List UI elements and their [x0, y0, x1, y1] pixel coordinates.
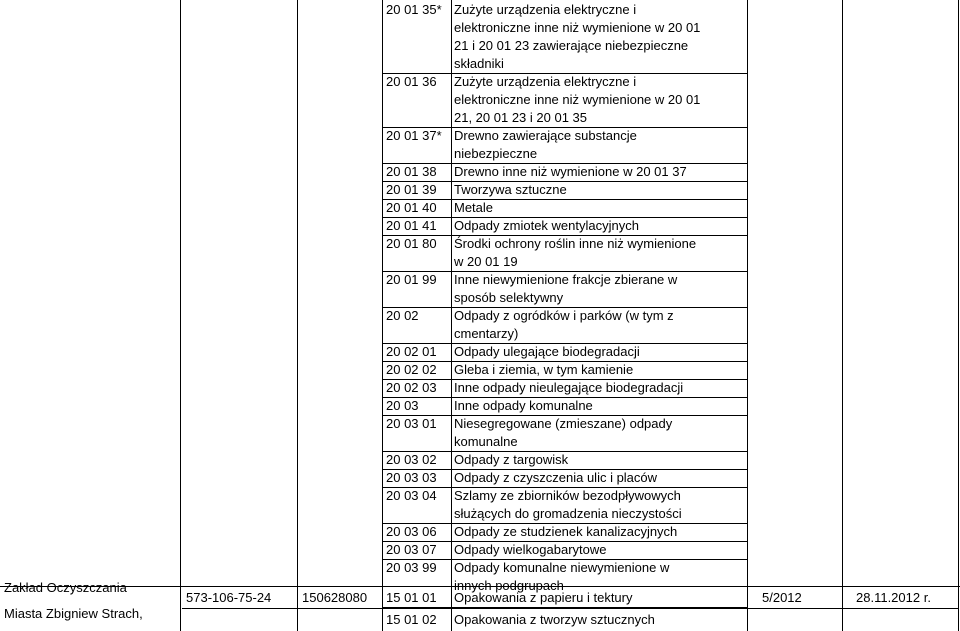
- grid-line: [382, 0, 383, 631]
- company-name-line2: Miasta Zbigniew Strach,: [4, 606, 143, 621]
- grid-line: [842, 0, 843, 631]
- waste-description: służących do gromadzenia nieczystości: [454, 506, 682, 521]
- waste-code: 20 02 01: [386, 344, 437, 359]
- waste-code: 20 03: [386, 398, 419, 413]
- waste-description: Odpady zmiotek wentylacyjnych: [454, 218, 639, 233]
- waste-description: Środki ochrony roślin inne niż wymienione: [454, 236, 697, 251]
- waste-description: elektroniczne inne niż wymienione w 20 01: [454, 20, 701, 35]
- grid-line: [182, 608, 958, 609]
- waste-description: Odpady ze studzienek kanalizacyjnych: [454, 524, 678, 539]
- waste-code: 20 03 07: [386, 542, 437, 557]
- waste-description: 21, 20 01 23 i 20 01 35: [454, 110, 588, 125]
- waste-description: Niesegregowane (zmieszane) odpady: [454, 416, 673, 431]
- waste-code: 20 01 99: [386, 272, 437, 287]
- waste-code: 20 01 36: [386, 74, 437, 89]
- waste-description: Opakowania z tworzyw sztucznych: [454, 612, 655, 627]
- waste-code: 20 03 06: [386, 524, 437, 539]
- waste-description: innych podgrupach: [454, 578, 564, 593]
- regon-value: 150628080: [302, 590, 368, 605]
- waste-description: Odpady z ogródków i parków (w tym z: [454, 308, 674, 323]
- waste-description: Metale: [454, 200, 494, 215]
- waste-description: Opakowania z papieru i tektury: [454, 590, 633, 605]
- waste-code: 20 03 03: [386, 470, 437, 485]
- waste-description: składniki: [454, 56, 504, 71]
- waste-code: 20 03 99: [386, 560, 437, 575]
- grid-line: [747, 0, 748, 631]
- grid-line: [297, 0, 298, 631]
- waste-description: Zużyte urządzenia elektryczne i: [454, 2, 637, 17]
- waste-description: sposób selektywny: [454, 290, 564, 305]
- waste-code: 20 01 41: [386, 218, 437, 233]
- waste-code: 20 01 80: [386, 236, 437, 251]
- waste-description: Szlamy ze zbiorników bezodpływowych: [454, 488, 681, 503]
- waste-description: niebezpieczne: [454, 146, 538, 161]
- grid-line: [958, 0, 959, 631]
- grid-line: [180, 0, 181, 631]
- grid-line: [0, 586, 960, 587]
- waste-code: 20 03 01: [386, 416, 437, 431]
- waste-code: 20 03 04: [386, 488, 437, 503]
- waste-description: cmentarzy): [454, 326, 519, 341]
- nip-value: 573-106-75-24: [186, 590, 272, 605]
- waste-description: Odpady ulegające biodegradacji: [454, 344, 640, 359]
- waste-description: Inne odpady nieulegające biodegradacji: [454, 380, 684, 395]
- waste-description: Gleba i ziemia, w tym kamienie: [454, 362, 634, 377]
- waste-description: Drewno inne niż wymienione w 20 01 37: [454, 164, 687, 179]
- waste-description: Odpady komunalne niewymienione w: [454, 560, 670, 575]
- waste-code: 15 01 01: [386, 590, 437, 605]
- waste-description: Odpady z czyszczenia ulic i placów: [454, 470, 658, 485]
- waste-code: 20 02 03: [386, 380, 437, 395]
- waste-code: 20 01 39: [386, 182, 437, 197]
- waste-description: 21 i 20 01 23 zawierające niebezpieczne: [454, 38, 689, 53]
- waste-code: 20 01 35*: [386, 2, 442, 17]
- waste-code: 20 03 02: [386, 452, 437, 467]
- company-name-line1: Zakład Oczyszczania: [4, 580, 127, 595]
- waste-code: 20 01 40: [386, 200, 437, 215]
- waste-description: komunalne: [454, 434, 518, 449]
- entry-date: 28.11.2012 r.: [856, 590, 931, 605]
- waste-description: Odpady z targowisk: [454, 452, 569, 467]
- waste-description: Drewno zawierające substancje: [454, 128, 637, 143]
- waste-description: Zużyte urządzenia elektryczne i: [454, 74, 637, 89]
- waste-code: 20 02: [386, 308, 419, 323]
- waste-description: Odpady wielkogabarytowe: [454, 542, 607, 557]
- waste-description: elektroniczne inne niż wymienione w 20 01: [454, 92, 701, 107]
- waste-description: Inne odpady komunalne: [454, 398, 593, 413]
- waste-code: 20 02 02: [386, 362, 437, 377]
- registry-number: 5/2012: [762, 590, 802, 605]
- waste-description: Tworzywa sztuczne: [454, 182, 567, 197]
- waste-description: w 20 01 19: [454, 254, 518, 269]
- waste-code: 20 01 38: [386, 164, 437, 179]
- grid-line: [451, 0, 452, 631]
- waste-code: 20 01 37*: [386, 128, 442, 143]
- waste-description: Inne niewymienione frakcje zbierane w: [454, 272, 678, 287]
- waste-code: 15 01 02: [386, 612, 437, 627]
